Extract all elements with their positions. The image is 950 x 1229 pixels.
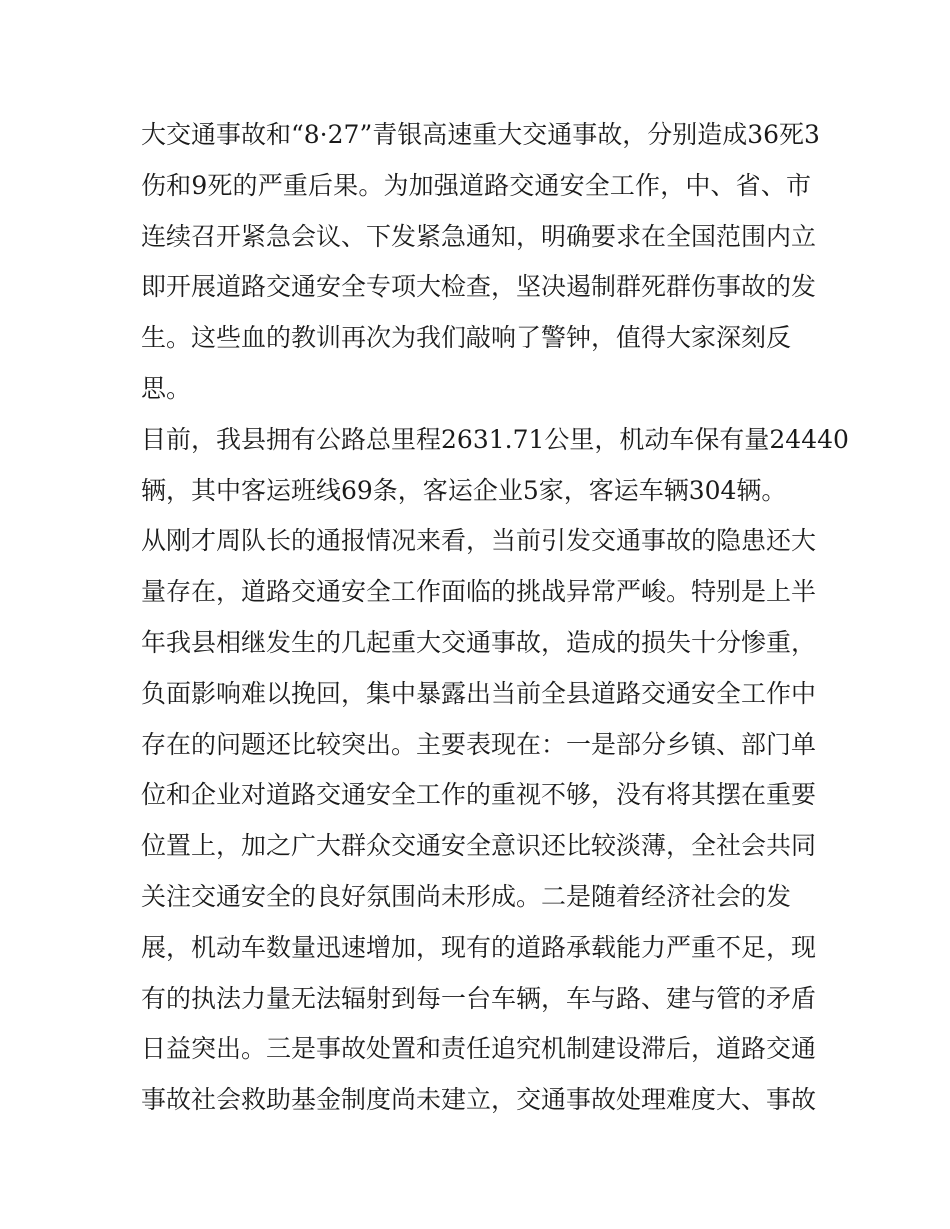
text-line: 事故社会救助基金制度尚未建立，交通事故处理难度大、事故 xyxy=(141,1085,817,1115)
text-line: 即开展道路交通安全专项大检查，坚决遏制群死群伤事故的发 xyxy=(141,272,817,302)
text-line: 大交通事故和“8·27”青银高速重大交通事故，分别造成36死3 xyxy=(141,120,820,149)
text-line: 关注交通安全的良好氛围尚未形成。二是随着经济社会的发 xyxy=(141,881,792,911)
text-line: 连续召开紧急会议、下发紧急通知，明确要求在全国范围内立 xyxy=(141,221,817,251)
text-line: 位和企业对道路交通安全工作的重视不够，没有将其摆在重要 xyxy=(141,780,817,810)
text-line: 辆，其中客运班线69条，客运企业5家，客运车辆304辆。 xyxy=(141,475,787,505)
text-line: 位置上，加之广大群众交通安全意识还比较淡薄，全社会共同 xyxy=(141,831,817,861)
text-line: 伤和9死的严重后果。为加强道路交通安全工作，中、省、市 xyxy=(141,170,811,200)
text-line: 思。 xyxy=(141,373,192,403)
text-line: 有的执法力量无法辐射到每一台车辆，车与路、建与管的矛盾 xyxy=(141,983,817,1013)
text-line: 生。这些血的教训再次为我们敲响了警钟，值得大家深刻反 xyxy=(141,323,792,353)
text-line: 展，机动车数量迅速增加，现有的道路承载能力严重不足，现 xyxy=(141,932,817,962)
text-line: 日益突出。三是事故处置和责任追究机制建设滞后，道路交通 xyxy=(141,1034,817,1064)
text-line: 年我县相继发生的几起重大交通事故，造成的损失十分惨重， xyxy=(141,627,817,657)
text-line: 量存在，道路交通安全工作面临的挑战异常严峻。特别是上半 xyxy=(141,577,817,607)
text-line: 目前，我县拥有公路总里程2631.71公里，机动车保有量24440 xyxy=(141,424,849,454)
text-line: 负面影响难以挽回，集中暴露出当前全县道路交通安全工作中 xyxy=(141,678,817,708)
text-line: 从刚才周队长的通报情况来看，当前引发交通事故的隐患还大 xyxy=(141,526,817,556)
body-text xyxy=(141,110,849,1126)
text-line: 存在的问题还比较突出。主要表现在：一是部分乡镇、部门单 xyxy=(141,729,817,759)
